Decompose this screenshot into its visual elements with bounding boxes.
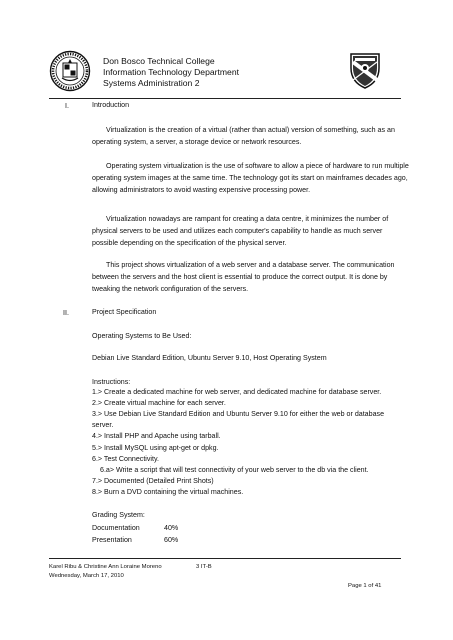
grading-item: Documentation: [92, 524, 140, 532]
course-name: Systems Administration 2: [103, 78, 200, 88]
instruction-item: 4.> Install PHP and Apache using tarball.: [92, 432, 221, 440]
paragraph: Virtualization nowadays are rampant for creating a data centre, it minimizes the number of physical servers to be used and utilizes each computer's capability to handle as much server possible depending on the specification of the physical server.: [92, 215, 389, 248]
grading-percent: 60%: [164, 536, 179, 544]
instruction-item: 1.> Create a dedicated machine for web server, and dedicated machine for database server.: [92, 388, 382, 396]
instruction-item: 2.> Create virtual machine for each server.: [92, 399, 226, 407]
instruction-item: 7.> Documented (Detailed Print Shots): [92, 477, 214, 485]
os-heading: Operating Systems to Be Used:: [92, 332, 192, 340]
grading-percent: 40%: [164, 524, 179, 532]
footer-divider: [49, 558, 401, 559]
os-list: Debian Live Standard Edition, Ubuntu Server 9.10, Host Operating System: [92, 354, 327, 362]
college-seal-logo: [49, 50, 91, 92]
section-number: II.: [63, 309, 69, 317]
section-title: Introduction: [92, 101, 130, 109]
section-title: Project Specification: [92, 308, 157, 316]
grading-item: Presentation: [92, 536, 132, 544]
instruction-item: 6.> Test Connectivity.: [92, 455, 159, 463]
instruction-item: 3.> Use Debian Live Standard Edition and Ubuntu Server 9.10 for either the web or database: [92, 410, 385, 418]
shield-crest-logo: [347, 50, 383, 90]
paragraph: Virtualization is the creation of a virtual (rather than actual) version of something, such as an operating system, a server, a storage device or network resources.: [92, 126, 395, 147]
instruction-subitem: 6.a> Write a script that will test connectivity of your web server to the db via the client.: [100, 466, 369, 474]
college-name: Don Bosco Technical College: [103, 56, 215, 66]
paragraph: This project shows virtualization of a web server and a database server. The communication between the servers and the host client is essential to produce the correct output. It is done by tweaking the network configuration of the servers.: [92, 261, 395, 294]
footer-date: Wednesday, March 17, 2010: [49, 573, 124, 579]
footer-authors: Karel Ribu & Christine Ann Loraine Moreno: [49, 564, 162, 570]
paragraph: Operating system virtualization is the use of software to allow a piece of hardware to run multiple operating system images at the same time. The technology got its start on mainframes decades ago, allowing administrators to avoid wasting expensive processing power.: [92, 162, 409, 195]
grading-row: [92, 524, 178, 532]
instruction-item: server.: [92, 421, 114, 429]
footer-section: 3 IT-B: [196, 564, 212, 570]
grading-row: [92, 536, 178, 544]
department-name: Information Technology Department: [103, 67, 239, 77]
section-number: I.: [65, 102, 69, 110]
grading-heading: Grading System:: [92, 511, 145, 519]
page-number: Page 1 of 41: [348, 583, 382, 589]
instructions-heading: Instructions:: [92, 378, 131, 386]
instruction-item: 5.> Install MySQL using apt-get or dpkg.: [92, 444, 219, 452]
instruction-item: 8.> Burn a DVD containing the virtual machines.: [92, 488, 244, 496]
